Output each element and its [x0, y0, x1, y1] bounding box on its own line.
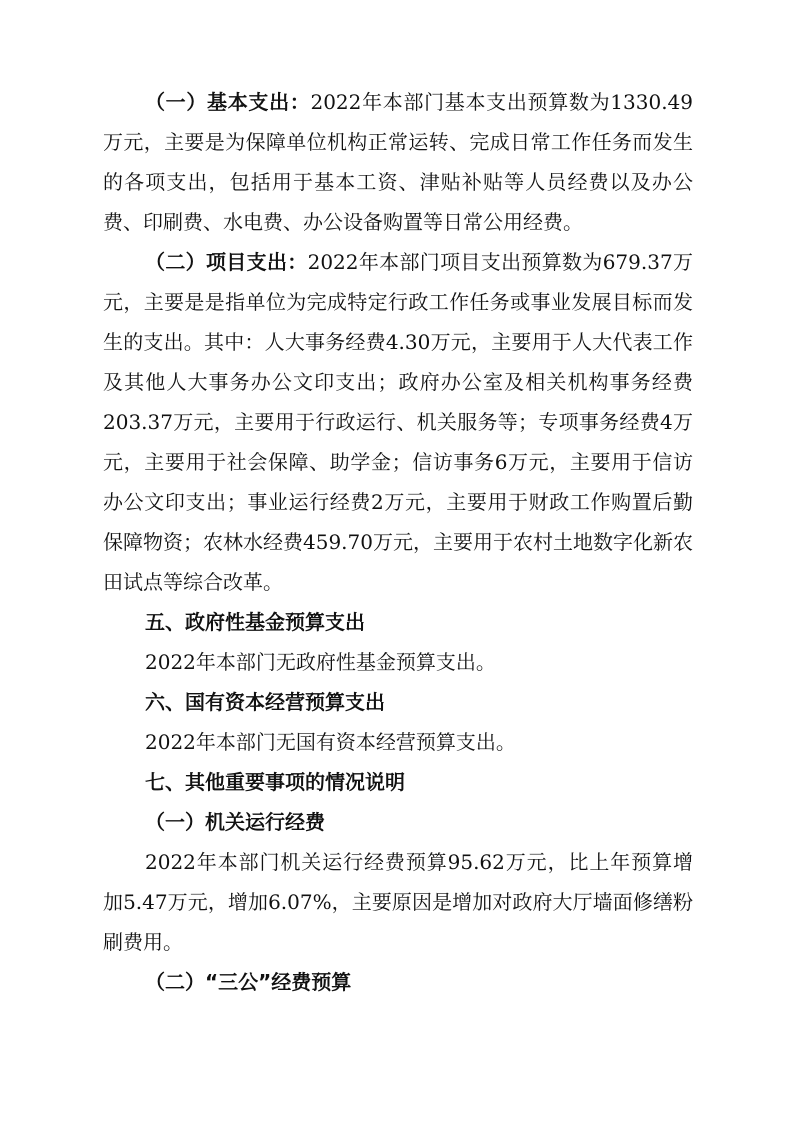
basic-expenditure-paragraph [103, 82, 693, 242]
fund-budget-heading: 五、政府性基金预算支出 [145, 610, 365, 634]
basic-expenditure-text: 2022年本部门基本支出预算数为1330.49万元，主要是为保障单位机构正常运转、完成日常工作任务而发生的各项支出，包括用于基本工资、津贴补贴等人员经费以及办公费、印刷费、水电费、办公设备购置等日常公用经费。 [103, 90, 693, 234]
fund-budget-text: 2022年本部门无政府性基金预算支出。 [145, 650, 496, 674]
project-expenditure-text: 2022年本部门项目支出预算数为679.37万元，主要是是指单位为完成特定行政工作任务或事业发展目标而发生的支出。其中：人大事务经费4.30万元，主要用于人大代表工作及其他人大事务办公文印支出；政府办公室及相关机构事务经费203.37万元，主要用于行政运行、机关服务等；专项事务经费4万元，主要用于社会保障、助学金；信访事务6万元，主要用于信访办公文印支出；事业运行经费2万元，主要用于财政工作购置后勤保障物资；农林水经费459.70万元，主要用于农村土地数字化新农田试点等综合改革。 [103, 250, 693, 594]
operating-cost-subheading: （一）机关运行经费 [145, 810, 325, 834]
state-capital-heading: 六、国有资本经营预算支出 [145, 690, 385, 714]
basic-expenditure-label: （一）基本支出： [145, 90, 311, 114]
project-expenditure-paragraph [103, 242, 693, 602]
three-public-subheading: （二）“三公”经费预算 [145, 970, 352, 994]
operating-cost-paragraph: 2022年本部门机关运行经费预算95.62万元，比上年预算增加5.47万元，增加6.07%，主要原因是增加对政府大厅墙面修缮粉刷费用。 [103, 850, 693, 954]
other-matters-heading: 七、其他重要事项的情况说明 [145, 770, 405, 794]
state-capital-text: 2022年本部门无国有资本经营预算支出。 [145, 730, 516, 754]
project-expenditure-label: （二）项目支出： [145, 250, 308, 274]
